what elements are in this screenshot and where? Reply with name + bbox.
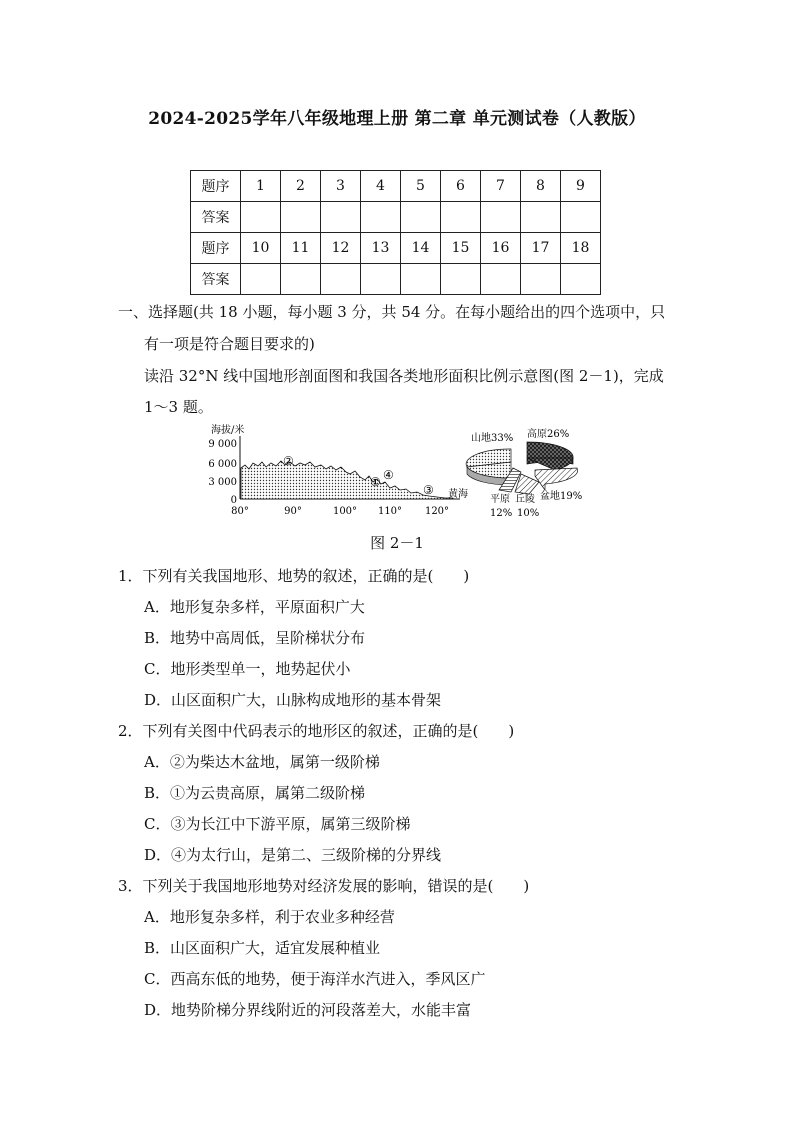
y-axis-label: 海拔/米 — [211, 425, 245, 436]
answer-cell[interactable] — [241, 202, 281, 233]
question-number: 2 — [281, 171, 321, 202]
option-c[interactable]: C．③为长江中下游平原，属第三级阶梯 — [144, 815, 411, 833]
pie-value: 10% — [517, 508, 540, 519]
row-label: 答案 — [191, 264, 241, 295]
map-marker: ④ — [383, 468, 394, 482]
question-number: 1 — [241, 171, 281, 202]
answer-table — [190, 170, 601, 295]
y-tick-label: 0 — [230, 495, 237, 506]
answer-cell[interactable] — [361, 202, 401, 233]
question-stem: 3．下列关于我国地形地势对经济发展的影响，错误的是( ) — [118, 877, 530, 895]
option-d[interactable]: D．地势阶梯分界线附近的河段落差大，水能丰富 — [144, 1001, 472, 1019]
sea-label: 黄海 — [448, 489, 468, 500]
y-tick-label: 3 000 — [208, 477, 237, 488]
row-label: 题序 — [191, 171, 241, 202]
figure-intro: 读沿 32°N 线中国地形剖面图和我国各类地形面积比例示意图(图 2－1)，完成 — [144, 367, 664, 385]
row-label: 题序 — [191, 233, 241, 264]
option-b[interactable]: B．地势中高周低，呈阶梯状分布 — [144, 629, 366, 647]
answer-cell[interactable] — [521, 202, 561, 233]
question-number: 12 — [321, 233, 361, 264]
option-d[interactable]: D．山区面积广大，山脉构成地形的基本骨架 — [144, 691, 442, 709]
question-stem: 2．下列有关图中代码表示的地形区的叙述，正确的是( ) — [118, 722, 515, 740]
question-stem: 1．下列有关我国地形、地势的叙述，正确的是( ) — [118, 567, 470, 585]
table-row — [191, 202, 601, 233]
question-number: 18 — [561, 233, 601, 264]
question-number: 15 — [441, 233, 481, 264]
pie-label: 平原 — [490, 494, 510, 505]
question-number: 4 — [361, 171, 401, 202]
question-number: 16 — [481, 233, 521, 264]
x-tick-label: 80° — [231, 506, 249, 517]
answer-cell[interactable] — [281, 264, 321, 295]
figure-intro-cont: 1～3 题。 — [144, 398, 213, 416]
table-row — [191, 264, 601, 295]
option-d[interactable]: D．④为太行山，是第二、三级阶梯的分界线 — [144, 846, 442, 864]
table-row — [191, 233, 601, 264]
option-c[interactable]: C．地形类型单一，地势起伏小 — [144, 660, 351, 678]
pie-label: 盆地19% — [540, 491, 583, 502]
section-heading-cont: 有一项是符合题目要求的) — [144, 335, 315, 353]
pie-label: 高原26% — [527, 429, 570, 440]
answer-cell[interactable] — [441, 264, 481, 295]
question-number: 6 — [441, 171, 481, 202]
x-tick-label: 100° — [332, 506, 358, 517]
option-a[interactable]: A．②为柴达木盆地，属第一级阶梯 — [144, 753, 380, 771]
answer-cell[interactable] — [481, 264, 521, 295]
table-row — [191, 171, 601, 202]
terrain-profile-chart — [208, 423, 468, 517]
answer-cell[interactable] — [561, 264, 601, 295]
answer-cell[interactable] — [241, 264, 281, 295]
y-tick-label: 6 000 — [208, 459, 237, 470]
option-b[interactable]: B．①为云贵高原，属第二级阶梯 — [144, 784, 366, 802]
answer-cell[interactable] — [281, 202, 321, 233]
pie-slice-basin — [535, 468, 578, 490]
question-number: 5 — [401, 171, 441, 202]
answer-cell[interactable] — [441, 202, 481, 233]
page-title: 2024-2025学年八年级地理上册 第二章 单元测试卷（人教版） — [148, 109, 646, 129]
question-number: 11 — [281, 233, 321, 264]
question-number: 9 — [561, 171, 601, 202]
answer-cell[interactable] — [481, 202, 521, 233]
question-number: 10 — [241, 233, 281, 264]
answer-cell[interactable] — [401, 202, 441, 233]
pie-value: 12% — [490, 508, 513, 519]
map-marker: ③ — [423, 483, 434, 497]
answer-cell[interactable] — [401, 264, 441, 295]
question-number: 13 — [361, 233, 401, 264]
pie-label: 山地33% — [471, 433, 514, 444]
map-marker: ② — [283, 454, 294, 468]
x-tick-label: 90° — [284, 506, 302, 517]
x-tick-label: 120° — [424, 506, 450, 517]
option-a[interactable]: A．地形复杂多样，利于农业多种经营 — [144, 908, 395, 926]
answer-cell[interactable] — [361, 264, 401, 295]
question-number: 3 — [321, 171, 361, 202]
question-number: 14 — [401, 233, 441, 264]
option-c[interactable]: C．西高东低的地势，便于海洋水汽进入，季风区广 — [144, 970, 486, 988]
x-tick-label: 110° — [377, 506, 403, 517]
answer-cell[interactable] — [321, 202, 361, 233]
option-b[interactable]: B．山区面积广大，适宜发展种植业 — [144, 939, 381, 957]
answer-cell[interactable] — [561, 202, 601, 233]
question-number: 17 — [521, 233, 561, 264]
question-number: 8 — [521, 171, 561, 202]
y-tick-label: 9 000 — [208, 439, 237, 450]
pie-label: 丘陵 — [515, 494, 535, 505]
figure-caption: 图 2－1 — [370, 534, 424, 552]
landform-area-pie-chart — [466, 427, 582, 519]
option-a[interactable]: A．地形复杂多样，平原面积广大 — [144, 598, 365, 616]
map-marker: ① — [370, 475, 381, 489]
section-heading: 一、选择题(共 18 小题，每小题 3 分，共 54 分。在每小题给出的四个选项中，只 — [118, 303, 666, 321]
terrain-profile — [241, 461, 453, 499]
figure-2-1 — [205, 422, 595, 526]
question-number: 7 — [481, 171, 521, 202]
row-label: 答案 — [191, 202, 241, 233]
answer-cell[interactable] — [521, 264, 561, 295]
answer-cell[interactable] — [321, 264, 361, 295]
